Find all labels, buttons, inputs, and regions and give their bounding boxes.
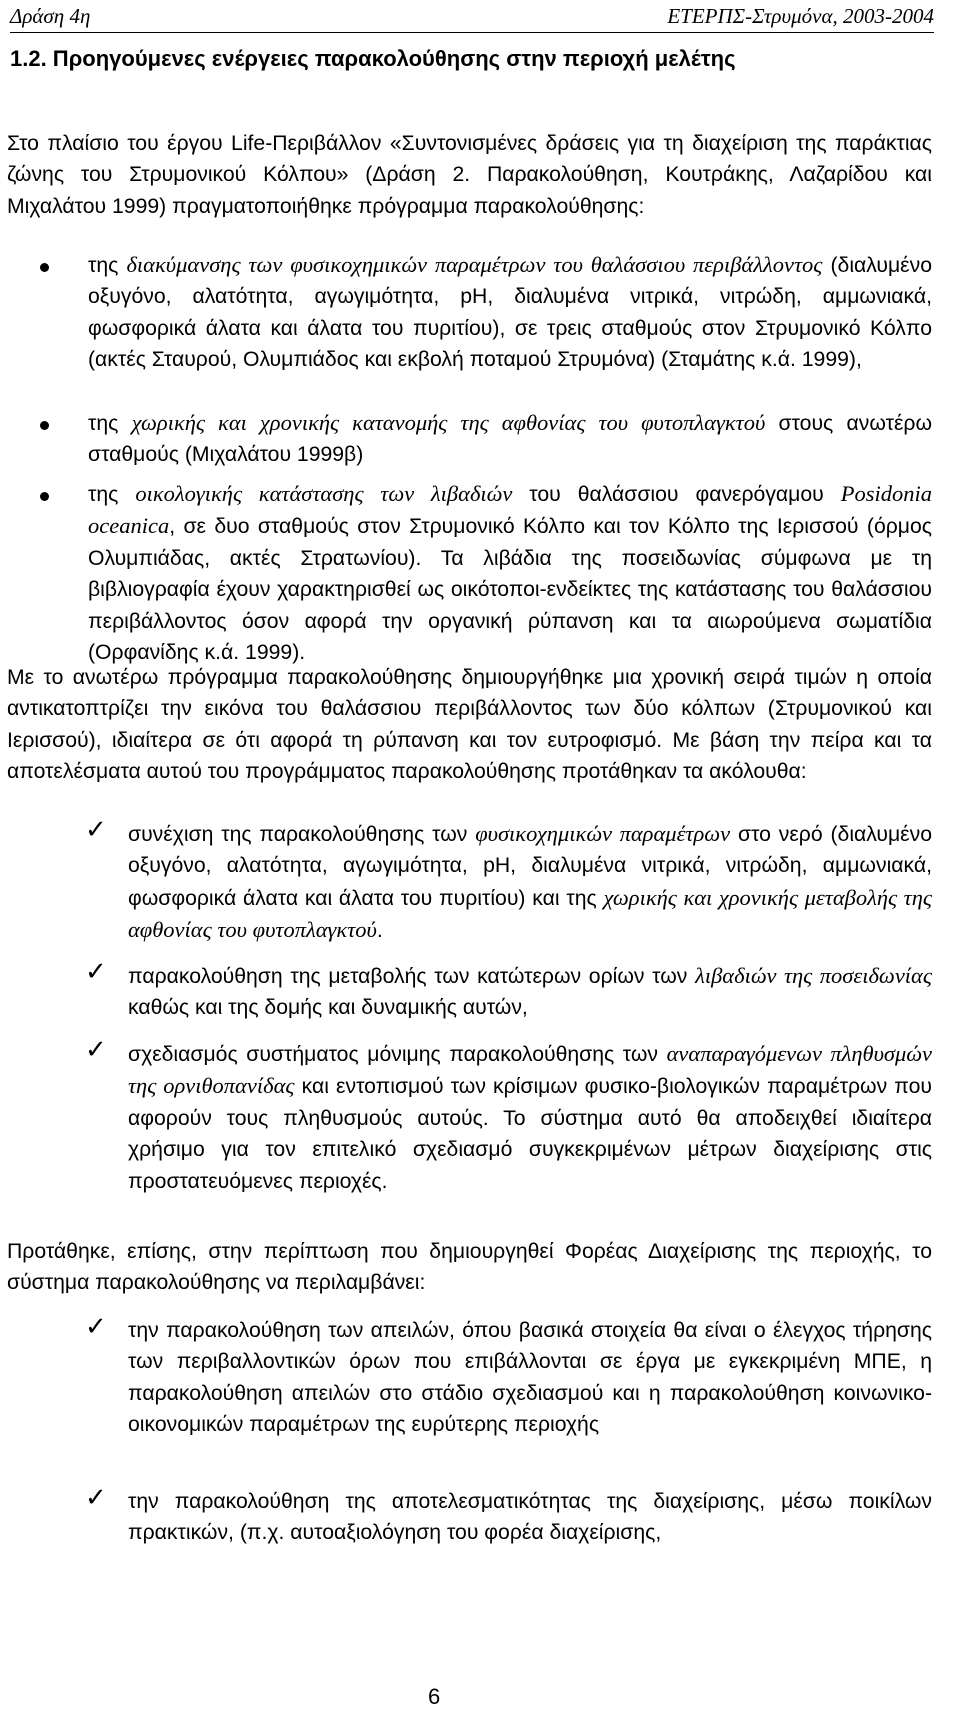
check-text: συνέχιση της παρακολούθησης των <box>128 823 476 846</box>
bullet-item <box>88 478 932 668</box>
check-item: την παρακολούθηση της αποτελεσματικότητας της διαχείρισης, μέσω ποικίλων πρακτικών, (π.χ. αυτοαξιολόγηση του φορέα διαχείρισης, <box>128 1490 932 1545</box>
check-text: σχεδιασμός συστήματος μόνιμης παρακολούθησης των <box>128 1043 667 1066</box>
check-italic: φυσικοχημικών παραμέτρων <box>475 821 731 846</box>
bullet-italic: διακύμανσης των φυσικοχημικών παραμέτρων του θαλάσσιου περιβάλλοντος <box>126 252 823 277</box>
check-item: την παρακολούθηση των απειλών, όπου βασικά στοιχεία θα είναι ο έλεγχος τήρησης των περιβαλλοντικών όρων που επιβάλλονται σε έργα με εγκεκριμένη ΜΠΕ, η παρακολούθηση απειλών στο στάδιο σχεδιασμού και η παρακολούθηση κοινωνικο-οικονομικών παραμέτρων της ευρύτερης περιοχής <box>128 1319 932 1437</box>
page-number: 6 <box>428 1684 441 1709</box>
header-right: ΕΤΕΡΠΣ-Στρυμόνα, 2003-2004 <box>667 4 934 28</box>
check-icon: ✓ <box>85 957 107 987</box>
paragraph-3: Προτάθηκε, επίσης, στην περίπτωση που δημιουργηθεί Φορέας Διαχείρισης της περιοχής, το σύστημα παρακολούθησης να περιλαμβάνει: <box>7 1240 932 1295</box>
intro-paragraph: Στο πλαίσιο του έργου Life-Περιβάλλον «Συντονισμένες δράσεις για τη διαχείριση της παράκτιας ζώνης του Στρυμονικού Κόλπου» (Δράση 2. Παρακολούθηση, Κουτράκης, Λαζαρίδου και Μιχαλάτου 1999) πραγματοποιήθηκε πρόγραμμα παρακολούθησης: <box>7 132 932 218</box>
check-item <box>128 818 932 947</box>
bullet-text: (διαλυμένο οξυγόνο, αλατότητα, αγωγιμότητα, pH, διαλυμένα νιτρικά, νιτρώδη, αμμωνιακά, φωσφορικά άλατα και άλατα του πυριτίου), σε τρεις σταθμούς στον Στρυμονικό Κόλπο (ακτές Σταυρού, Ολυμπιάδος και εκβολή ποταμού Στρυμόνα) (Σταμάτης κ.ά. 1999), <box>88 254 932 372</box>
section-title: 1.2. Προηγούμενες ενέργειες παρακολούθησης στην περιοχή μελέτης <box>10 46 736 71</box>
check-text: καθώς και της δομής και δυναμικής αυτών, <box>128 996 528 1020</box>
check-item <box>128 1038 932 1197</box>
check-icon: ✓ <box>85 1312 107 1342</box>
bullet-item <box>88 249 932 376</box>
bullet-text: της <box>88 412 132 435</box>
check-icon: ✓ <box>85 1483 107 1513</box>
bullet-text: της <box>88 254 127 277</box>
bullet-dot <box>40 263 49 272</box>
bullet-dot <box>40 492 49 501</box>
check-text: στο νερό (διαλυμένο οξυγόνο, αλατότητα, αγωγιμότητα, pH, διαλυμένα νιτρικά, νιτρώδη, αμμωνιακά, φωσφορικά άλατα και άλατα του πυριτίου) και της <box>128 823 932 910</box>
check-item <box>128 960 932 1024</box>
bullet-text: , σε δυο σταθμούς στον Στρυμονικό Κόλπο και τον Κόλπο της Ιερισσού (όρμος Ολυμπιάδας, ακτές Στρατωνίου). Τα λιβάδια της ποσειδωνίας σύμφωνα με τη βιβλιογραφία έχουν χαρακτηρισθεί ως οικότοποι-ενδείκτες της κατάστασης του θαλάσσιου περιβάλλοντος όσον αφορά την οργανική ρύπανση και τα αιωρούμενα σωματίδια (Ορφανίδης κ.ά. 1999). <box>88 515 932 665</box>
check-italic: λιβαδιών της ποσειδωνίας <box>695 963 932 988</box>
header-left: Δράση 4η <box>10 4 91 28</box>
check-italic: αναπαραγόμενων πληθυσμών της ορνιθοπανίδας <box>128 1041 932 1099</box>
check-icon: ✓ <box>85 1035 107 1065</box>
check-text: παρακολούθηση της μεταβολής των κατώτερων ορίων των <box>128 965 696 988</box>
bullet-text: της <box>88 483 136 506</box>
bullet-text: του θαλάσσιου φανερόγαμου <box>512 483 841 506</box>
check-italic: χωρικής και χρονικής μεταβολής της αφθονίας του φυτοπλαγκτού <box>128 884 932 943</box>
bullet-italic: Posidonia oceanica <box>88 481 932 539</box>
check-text: . <box>376 919 383 943</box>
bullet-dot <box>40 421 49 430</box>
bullet-italic: χωρικής και χρονικής κατανομής της αφθονίας του φυτοπλαγκτού <box>131 410 766 435</box>
paragraph-2: Με το ανωτέρω πρόγραμμα παρακολούθησης δημιουργήθηκε μια χρονική σειρά τιμών η οποία αντικατοπτρίζει την εικόνα του θαλάσσιου περιβάλλοντος των δύο κόλπων (Στρυμονικού και Ιερισσού), ιδιαίτερα σε ότι αφορά τη ρύπανση και τον ευτροφισμό. Με βάση την πείρα και τα αποτελέσματα αυτού του προγράμματος παρακολούθησης προτάθηκαν τα ακόλουθα: <box>7 666 932 784</box>
page-header <box>10 4 934 33</box>
check-text: και εντοπισμού των κρίσιμων φυσικο-βιολογικών παραμέτρων που αφορούν τους πληθυσμούς αυτούς. Το σύστημα αυτό θα αποδειχθεί ιδιαίτερα χρήσιμο για τον επιτελικό σχεδιασμό συγκεκριμένων μέτρων διαχείρισης στις προστατευόμενες περιοχές. <box>128 1075 932 1193</box>
bullet-text: στους ανωτέρω σταθμούς (Μιχαλάτου 1999β) <box>88 412 932 467</box>
bullet-italic: οικολογικής κατάστασης των λιβαδιών <box>135 481 513 506</box>
bullet-item <box>88 407 932 471</box>
check-icon: ✓ <box>85 815 107 845</box>
